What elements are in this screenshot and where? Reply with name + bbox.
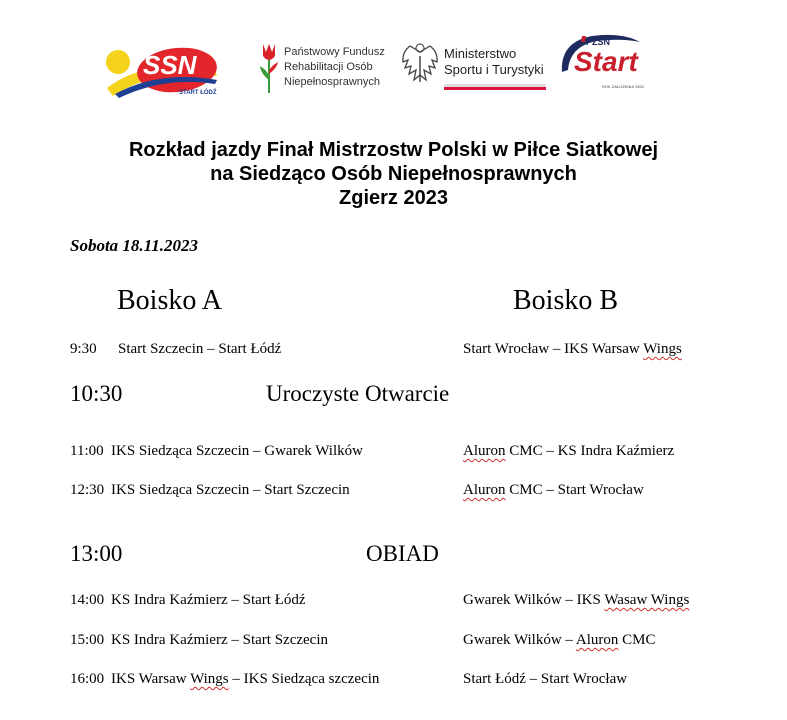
- pfron-line-1: Państwowy Fundusz: [284, 46, 385, 58]
- court-b-match: Gwarek Wilków – IKS Wasaw Wings: [463, 592, 690, 608]
- event-label: Uroczyste Otwarcie: [266, 381, 450, 406]
- pfron-line-3: Niepełnosprawnych: [284, 76, 380, 88]
- row-time: 15:00: [70, 632, 105, 648]
- eagle-emblem-icon: [400, 42, 440, 88]
- tulip-icon: [258, 40, 280, 95]
- court-a-match: IKS Warsaw Wings – IKS Siedząca szczecin: [111, 671, 380, 687]
- title-line-2: na Siedząco Osób Niepełnosprawnych: [210, 163, 577, 185]
- court-a-heading: Boisko A: [117, 285, 223, 316]
- event-label: OBIAD: [366, 541, 439, 566]
- pzsn-sub-text: ROK ZAŁOŻENIA 1952: [602, 84, 644, 89]
- day-heading: Sobota 18.11.2023: [70, 236, 198, 255]
- logo-ministry: [400, 42, 550, 97]
- logo-pzsn-start: [552, 32, 647, 94]
- event-time: 10:30: [70, 381, 123, 406]
- row-time: 12:30: [70, 482, 105, 498]
- title-line-1: Rozkład jazdy Finał Mistrzostw Polski w Piłce Siatkowej: [128, 139, 659, 161]
- court-b-match: Start Łódź – Start Wrocław: [463, 671, 628, 687]
- row-time: 14:00: [70, 592, 105, 608]
- pfron-line-2: Rehabilitacji Osób: [284, 61, 373, 73]
- court-a-match: IKS Siedząca Szczecin – Start Szczecin: [111, 482, 350, 498]
- ministry-line-1: Ministerstwo: [444, 46, 517, 61]
- flag-stripe-red: [444, 87, 546, 90]
- court-a-match: KS Indra Kaźmierz – Start Łódź: [111, 592, 306, 608]
- pzsn-start-text: Start: [574, 46, 638, 77]
- row-time: 11:00: [70, 443, 104, 459]
- ssn-logo-subtext: START ŁÓDŹ: [179, 90, 217, 96]
- court-a-match: KS Indra Kaźmierz – Start Szczecin: [111, 632, 328, 648]
- ministry-line-2: Sportu i Turystyki: [444, 62, 544, 77]
- title-line-3: Zgierz 2023: [339, 187, 448, 209]
- ssn-logo-text: SSN: [143, 50, 197, 80]
- row-time: 16:00: [70, 671, 105, 687]
- court-b-heading: Boisko B: [513, 285, 619, 316]
- logo-ssn: [105, 40, 220, 105]
- court-b-match: Gwarek Wilków – Aluron CMC: [463, 632, 656, 648]
- court-b-match: Start Wrocław – IKS Warsaw Wings: [463, 341, 682, 357]
- logo-pfron: [258, 40, 388, 100]
- pzsn-top-text: PZSN: [586, 37, 611, 47]
- row-time: 9:30: [70, 341, 97, 357]
- court-b-match: Aluron CMC – KS Indra Kaźmierz: [463, 443, 675, 459]
- court-a-match: IKS Siedząca Szczecin – Gwarek Wilków: [111, 443, 363, 459]
- court-b-match: Aluron CMC – Start Wrocław: [463, 482, 644, 498]
- event-time: 13:00: [70, 541, 123, 566]
- court-a-match: Start Szczecin – Start Łódź: [118, 341, 282, 357]
